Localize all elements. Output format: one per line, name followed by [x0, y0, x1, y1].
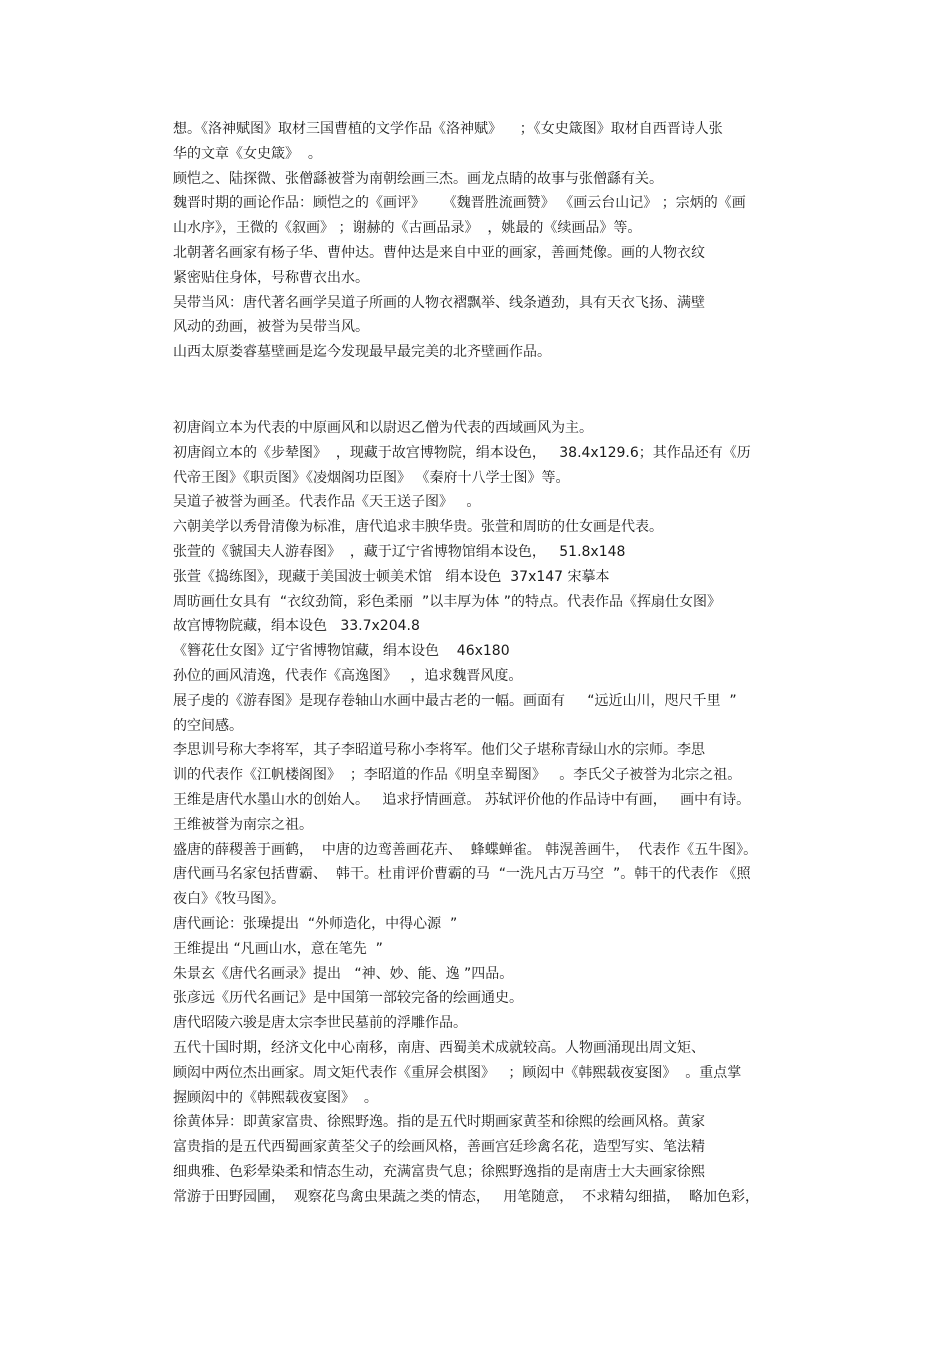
text-line: 王维被誉为南宗之祖。	[173, 816, 313, 833]
text-line: 的空间感。	[173, 717, 243, 734]
text-block-tang-five-dynasties	[173, 416, 813, 1210]
text-line: 六朝美学以秀骨清像为标准，唐代追求丰腴华贵。张萱和周昉的仕女画是代表。	[173, 519, 663, 536]
text-line: 握顾闳中的《韩熙载夜宴图》 。	[173, 1089, 378, 1106]
text-line: 徐黄体异：即黄家富贵、徐熙野逸。指的是五代时期画家黄荃和徐熙的绘画风格。黄家	[173, 1114, 705, 1131]
text-line: 盛唐的薛稷善于画鹤， 中唐的边鸾善画花卉、 蜂蝶蝉雀。 韩滉善画牛， 代表作《五牛图》。	[173, 841, 758, 858]
text-line: 细典雅、色彩晕染柔和情态生动，充满富贵气息；徐熙野逸指的是南唐士大夫画家徐熙	[173, 1163, 705, 1180]
text-line: 紧密贴住身体，号称曹衣出水。	[173, 269, 369, 286]
text-line: 王维提出 “凡画山水，意在笔先 ”	[173, 940, 383, 957]
text-line: 魏晋时期的画论作品：顾恺之的《画评》 《魏晋胜流画赞》 《画云台山记》 ；宗炳的《画	[173, 195, 746, 212]
text-line: 初唐阎立本的《步辇图》 ，现藏于故宫博物院，绢本设色， 38.4x129.6；其作品还有《历	[173, 444, 751, 461]
text-line: 山西太原娄睿墓壁画是迄今发现最早最完美的北齐壁画作品。	[173, 344, 551, 361]
text-line: 训的代表作《江帆楼阁图》 ；李昭道的作品《明皇幸蜀图》 。李氏父子被誉为北宗之祖。	[173, 767, 742, 784]
text-line: 唐代昭陵六骏是唐太宗李世民墓前的浮雕作品。	[173, 1015, 467, 1032]
text-line: 《簪花仕女图》辽宁省博物馆藏，绢本设色 46x180	[173, 643, 510, 660]
text-line: 风动的劲画，被誉为吴带当风。	[173, 319, 369, 336]
text-block-wei-jin-north-south	[173, 117, 813, 365]
text-line: 顾恺之、陆探微、张僧繇被誉为南朝绘画三杰。画龙点睛的故事与张僧繇有关。	[173, 170, 663, 187]
text-line: 顾闳中两位杰出画家。周文矩代表作《重屏会棋图》 ；顾闳中《韩熙载夜宴图》 。重点掌	[173, 1064, 742, 1081]
text-line: 张彦远《历代名画记》是中国第一部较完备的绘画通史。	[173, 990, 523, 1007]
text-line: 孙位的画风清逸，代表作《高逸图》 ，追求魏晋风度。	[173, 667, 523, 684]
text-line: 展子虔的《游春图》是现存卷轴山水画中最古老的一幅。画面有 “远近山川，咫尺千里 ”	[173, 692, 737, 709]
text-line: 张萱的《虢国夫人游春图》 ，藏于辽宁省博物馆绢本设色， 51.8x148	[173, 543, 626, 560]
text-line: 常游于田野园圃， 观察花鸟禽虫果蔬之类的情态， 用笔随意， 不求精勾细描， 略加色彩，	[173, 1188, 760, 1205]
text-line: 想。《洛神赋图》取材三国曹植的文学作品《洛神赋》 ；《女史箴图》取材自西晋诗人张	[173, 121, 723, 137]
text-line: 王维是唐代水墨山水的创始人。 追求抒情画意。 苏轼评价他的作品诗中有画， 画中有诗。	[173, 791, 751, 808]
text-line: 故宫博物院藏，绢本设色 33.7x204.8	[173, 618, 420, 635]
text-line: 山水序》，王微的《叙画》 ；谢赫的《古画品录》 ，姚最的《续画品》等。	[173, 220, 642, 237]
text-line: 华的文章《女史箴》 。	[173, 145, 322, 162]
text-line: 李思训号称大李将军，其子李昭道号称小李将军。他们父子堪称青绿山水的宗师。李思	[173, 742, 705, 759]
text-line: 周昉画仕女具有 “衣纹劲简，彩色柔丽 ”以丰厚为体 ”的特点。代表作品《挥扇仕女图》	[173, 593, 722, 610]
text-line: 吴道子被誉为画圣。代表作品《天王送子图》 。	[173, 494, 481, 511]
text-line: 初唐阎立本为代表的中原画风和以尉迟乙僧为代表的西域画风为主。	[173, 420, 593, 436]
text-line: 吴带当风：唐代著名画学吴道子所画的人物衣褶飘举、线条遒劲，具有天衣飞扬、满壁	[173, 294, 705, 311]
text-line: 唐代画马名家包括曹霸、 韩干。杜甫评价曹霸的马 “一洗凡古万马空 ”。韩干的代表作 《照	[173, 866, 751, 883]
text-line: 代帝王图》《职贡图》《凌烟阁功臣图》 《秦府十八学士图》等。	[173, 469, 570, 486]
text-line: 富贵指的是五代西蜀画家黄荃父子的绘画风格，善画宫廷珍禽名花，造型写实、笔法精	[173, 1139, 705, 1156]
text-line: 北朝著名画家有杨子华、曹仲达。曹仲达是来自中亚的画家，善画梵像。画的人物衣纹	[173, 244, 705, 261]
text-line: 五代十国时期，经济文化中心南移，南唐、西蜀美术成就较高。人物画涌现出周文矩、	[173, 1039, 705, 1056]
text-line: 夜白》《牧马图》。	[173, 891, 285, 908]
text-line: 唐代画论：张璪提出 “外师造化，中得心源 ”	[173, 915, 458, 932]
text-line: 朱景玄《唐代名画录》提出 “神、妙、能、逸 ”四品。	[173, 965, 514, 982]
text-line: 张萱《捣练图》，现藏于美国波士顿美术馆 绢本设色 37x147 宋摹本	[173, 568, 610, 585]
